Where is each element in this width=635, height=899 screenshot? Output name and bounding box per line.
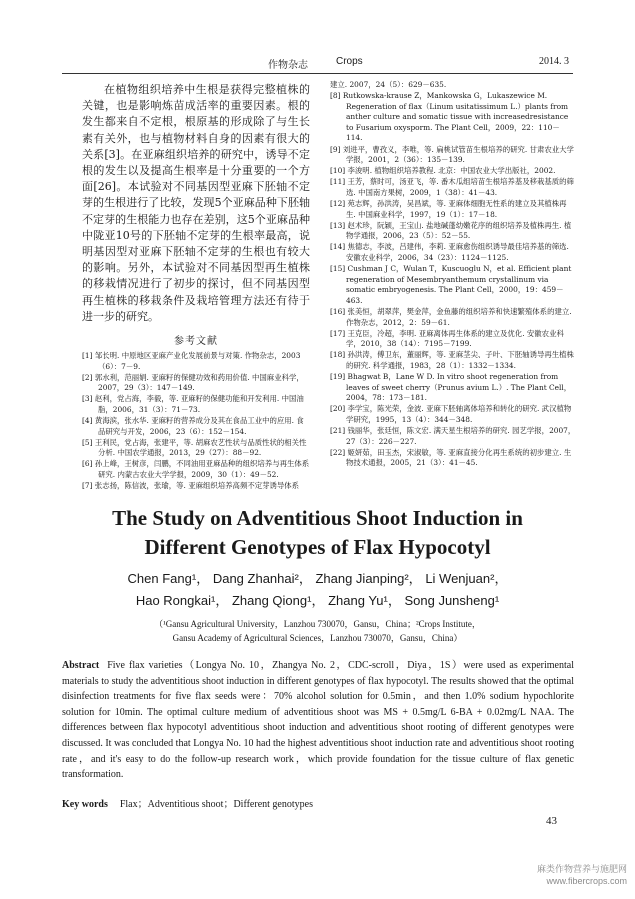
site-watermark bbox=[537, 863, 627, 887]
conclusion-paragraph: 在植物组织培养中生根是获得完整植株的关键，也是影响炼苗成活率的重要因素。根的发生都来自不定根，根原基的形成除了与生长素有关外，也与植物材料自身的因素有很大的关系[3]。在亚麻组织培养的研究中，诱导不定根的发生以及提高生根率是十分重要的一个方面[26]。本试验对不同基因型亚麻下胚轴不定芽的生根进行了比较，发现5个亚麻品种下胚轴不定芽的生根能力也存在差别，这5个亚麻品种中陇亚10号的下胚轴不定芽的生根率最高，说明基因型对亚麻下胚轴不定芽的生根也有较大的影响。另外，本试验对不同基因型再生植株的移栽情况进行了初步的探讨，但不同基因型再生植株的移栽条件及栽培管理方法还有待于进一步的研究。 bbox=[82, 83, 310, 323]
author-name: Chen Fang¹， bbox=[127, 571, 210, 586]
english-title bbox=[0, 504, 635, 562]
author-name: Zhang Yu¹， bbox=[328, 593, 401, 608]
author-list bbox=[0, 568, 635, 612]
reference-item: [1] 邹长明. 中原地区亚麻产业化发展前景与对策. 作物杂志，2003（6）：7－9. bbox=[82, 351, 301, 371]
reference-item: [10] 李浚明. 植物组织培养教程. 北京：中国农业大学出版社，2002. bbox=[330, 166, 556, 176]
reference-item: 建立. 2007，24（5）：629－635. bbox=[330, 80, 447, 89]
reference-list bbox=[82, 351, 310, 492]
reference-item: [16] 张美恒，胡翠萍，樊金萍，金鱼藤的组织培养和快速繁殖体系的建立. 作物杂志，2012，2：59－61. bbox=[330, 306, 572, 327]
reference-item: [17] 王克臣，冷超，李明. 亚麻离体再生体系的建立及优化. 安徽农业科学，2010，38（14）：7195－7199. bbox=[330, 328, 564, 349]
author-name: Song Junsheng¹ bbox=[404, 593, 500, 608]
reference-item: [6] 孙上峰，王树彦，闫鹏，不同油用亚麻品种的组织培养与再生体系研究. 内蒙古农业大学学报，2009，30（1）：49－52. bbox=[82, 459, 310, 480]
keywords-label: Key words bbox=[62, 799, 108, 810]
reference-item: [4] 黄海滨，张水华. 亚麻籽的营养成分及其在食品工业中的应用. 食品研究与开发，2006，23（6）：152－154. bbox=[82, 416, 304, 436]
abstract-text: Five flax varieties（Longya No. 10，Zhangya No. 2，CDC-scroll，Diya，1S）were used as experimental materials to study the adventitious shoot induction in different genotypes of flax hypocotyl. The results showed that the optimal disinfection treatments for five flax seeds were：70% alcohol solution for 0.5min，and then 1.0% sodium hypochlorite solution for 10min. The optimal culture medium of adventitious shoot was MS + 0.5mg/L 6-BA + 0.02mg/L NAA. The differences between flax hypocotyl adventitious shoot induction and adventitious shoot rooting of different genotypes were discussed. It was concluded that Longya No. 10 had the highest adventitious shoot induction rate and adventitious shoot rooting rate，and it's easy to do the follow-up research work，which provide foundation for the tissue culture of flax genetic transformation. bbox=[62, 660, 574, 781]
reference-item: [8] Rutkowska-krause Z，Mankowska G，Lukaszewice M. Regeneration of flax（Linum usitatissimum L.）plants from anther culture and somatic tissue with increasedresistance to Fusarium oxysporm. The Plant Cell，2009，22：110－114. bbox=[330, 91, 569, 143]
title-line-2: Different Genotypes of Flax Hypocotyl bbox=[144, 535, 491, 559]
author-name: Zhang Jianping²， bbox=[315, 571, 422, 586]
reference-item: [5] 王利民，党占海，张建平，等. 胡麻农艺性状与品质性状的相关性分析. 中国农学通报，2013，29（27）：88－92. bbox=[82, 437, 307, 458]
reference-item: [15] Cushman J C，Wulan T，Kuscuoglu N，et al. Efficient plant regeneration of Mesembryanthemum crystallinum via somatic embryogenesis. The Plant Cell，2000，19：459－463. bbox=[330, 264, 572, 305]
title-line-1: The Study on Adventitious Shoot Induction in bbox=[112, 506, 523, 530]
reference-item: [3] 赵利，党占海，李毅，等. 亚麻籽的保健功能和开发利用. 中国油脂，2006，31（3）：71－73. bbox=[82, 394, 304, 415]
journal-name-en: Crops bbox=[336, 56, 363, 67]
running-header bbox=[0, 56, 635, 70]
reference-item: [9] 刘进平，曹孜义，李唯，等. 扁桃试管苗生根培养的研究. 甘肃农业大学学报，2001，2（36）：135－139. bbox=[330, 144, 574, 165]
author-name: Dang Zhanhai²， bbox=[212, 571, 312, 586]
issue-number: 2014. 3 bbox=[539, 56, 569, 67]
reference-item: [11] 王芳，蔡时可，汤亚飞，等. 番木瓜组培苗生根培养基及移栽基质的筛选. 中国南方果树，2009，1（38）：41－43. bbox=[330, 177, 574, 197]
author-name: Li Wenjuan²， bbox=[425, 571, 508, 586]
left-column bbox=[82, 82, 310, 492]
abstract-label: Abstract bbox=[62, 660, 100, 671]
right-column bbox=[330, 80, 576, 469]
header-rule bbox=[62, 73, 573, 74]
journal-name-cn: 作物杂志 bbox=[268, 60, 308, 71]
reference-item: [7] 张志扬，陈信波，张瑜，等. 亚麻组织培养高频不定芽诱导体系 bbox=[82, 481, 300, 491]
page-number: 43 bbox=[546, 815, 557, 827]
reference-item: [13] 赵术珍，阮颖，王宝山. 盐地碱蓬幼嫩花序的组织培养及植株再生. 植物学通报，2006，23（5）：52－55. bbox=[330, 220, 572, 241]
reference-item: [2] 郭水利，范丽娟. 亚麻籽的保健功效和药用价值. 中国麻业科学，2007，29（3）：147－149. bbox=[82, 372, 304, 393]
author-name: Zhang Qiong¹， bbox=[231, 593, 325, 608]
keywords-block bbox=[62, 795, 574, 810]
reference-item: [12] 苑志辉，孙洪涛，吴昌斌，等. 亚麻体细胞无性系的建立及其植株再生. 中国麻业科学，1997，19（1）：17－18. bbox=[330, 199, 567, 219]
abstract-block bbox=[62, 658, 574, 783]
reference-item: [14] 焦德志，李波，吕建伟，李莉. 亚麻愈伤组织诱导最佳培养基的筛选. 安徽农业科学，2006，34（23）：1124－1125. bbox=[330, 242, 569, 262]
author-name: Hao Rongkai¹， bbox=[135, 593, 229, 608]
affiliation-line: （¹Gansu Agricultural University，Lanzhou 730070，Gansu，China；²Crops Institute， bbox=[154, 619, 481, 629]
reference-item: [18] 孙洪涛，傅卫东，董丽辉，等. 亚麻茎尖、子叶、下胚轴诱导再生植株的研究. 科学通报，1983，28（1）：1332－1334. bbox=[330, 350, 574, 370]
watermark-cn: 麻类作物营养与施肥网 bbox=[536, 864, 627, 874]
keywords-text: Flax；Adventitious shoot；Different genotypes bbox=[119, 799, 313, 810]
references-heading: 参考文献 bbox=[174, 336, 218, 348]
affiliation-line: Gansu Academy of Agricultural Sciences，Lanzhou 730070，Gansu，China） bbox=[172, 633, 463, 643]
reference-item: [19] Bhagwat B，Lane W D. In vitro shoot regeneration from leaves of sweet cherry（Prunus avium L.）. The Plant Cell，2004，78：173－181. bbox=[330, 372, 572, 403]
reference-item: [21] 钱丽华，张廷恒，陈文宏. 满天星生根培养的研究. 园艺学报，2007，27（3）：226－227. bbox=[330, 426, 576, 446]
reference-list-continued bbox=[330, 80, 576, 469]
reference-item: [22] 姬妍茹，田玉杰，宋淑敏，等. 亚麻直接分化再生系统的初步建立. 生物技术通报，2005，21（3）：41－45. bbox=[330, 447, 572, 468]
reference-item: [20] 李学宝，陈光荣，金波. 亚麻下胚轴离体培养和转化的研究. 武汉植物学研究，1995，13（4）：344－348. bbox=[330, 404, 572, 424]
watermark-url: www.fibercrops.com bbox=[546, 876, 627, 886]
affiliations bbox=[0, 617, 635, 645]
